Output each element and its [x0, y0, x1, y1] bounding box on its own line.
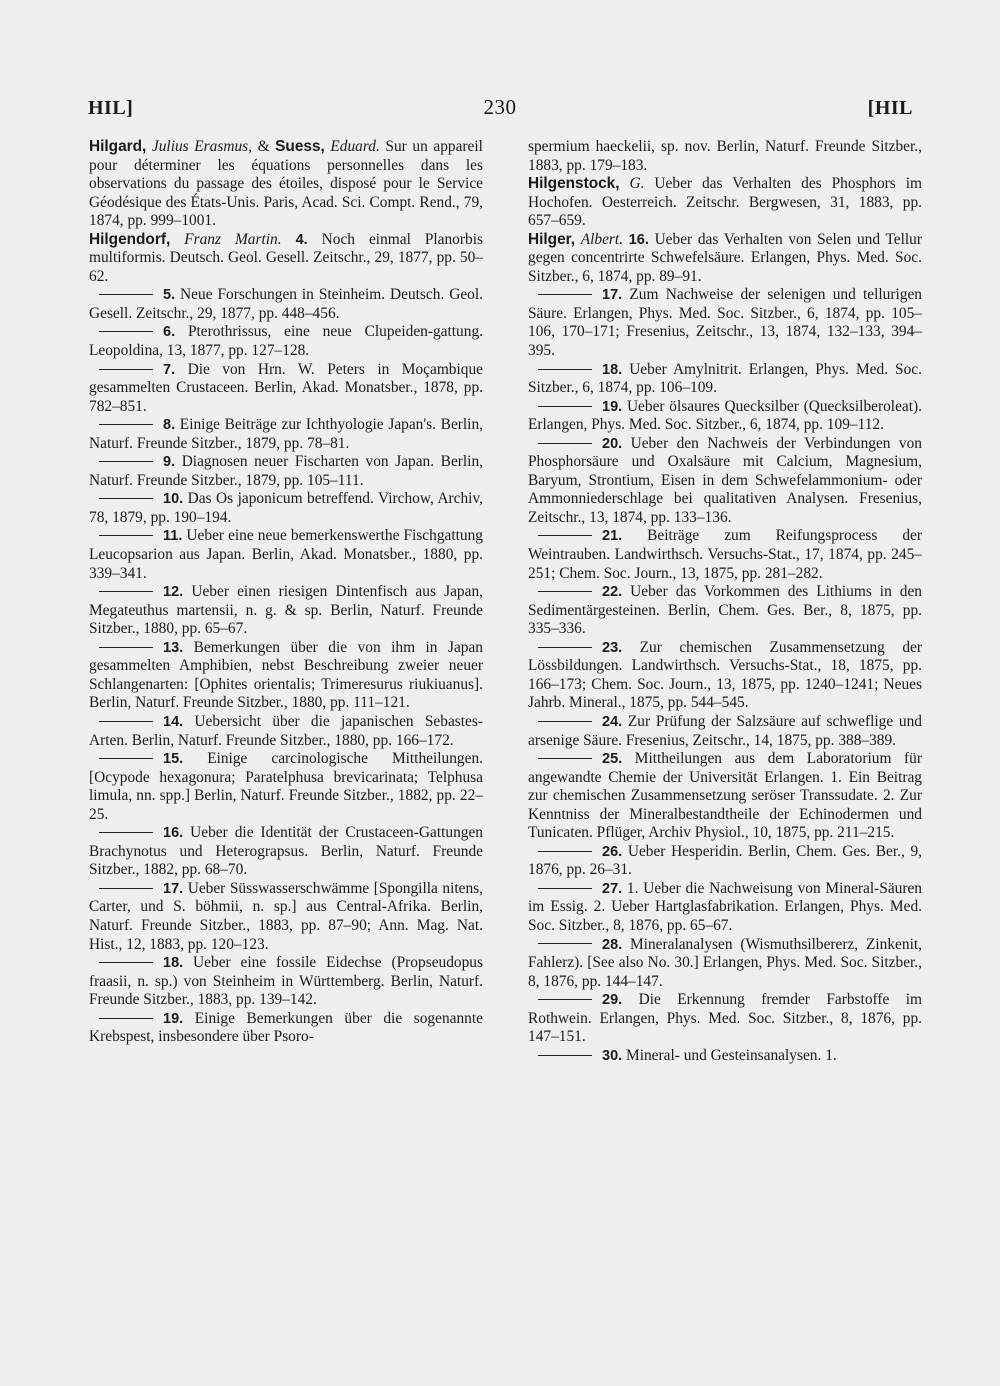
right-column [528, 138, 922, 1065]
author-surname: Hilger, [528, 230, 576, 248]
entry-number: 27. [602, 880, 623, 897]
author-given-name: Franz Martin. [184, 230, 282, 248]
bibliography-entry [89, 1010, 483, 1047]
bibliography-entry [528, 583, 922, 639]
entry-number: 8. [163, 417, 176, 434]
entry-number: 11. [163, 528, 183, 545]
ditto-rule [538, 294, 592, 295]
bibliography-entry [89, 138, 483, 231]
author-given-name: G. [629, 175, 645, 193]
bibliography-entry [528, 1047, 922, 1066]
entry-number: 6. [163, 324, 176, 341]
bibliography-entry [528, 750, 922, 843]
ditto-rule [538, 647, 592, 648]
entry-text: Uebersicht über die japanischen Sebastes-Arten. Berlin, Naturf. Freunde Sitzber., 1880, pp. 166–172. [89, 712, 483, 749]
entry-text: Diagnosen neuer Fischarten von Japan. Berlin, Naturf. Freunde Sitzber., 1879, pp. 105–111. [89, 453, 483, 489]
author-surname: Hilgard, [89, 138, 147, 155]
ditto-rule [99, 591, 153, 592]
entry-text: Ueber Süsswasserschwämme [Spongilla nitens, Carter, und S. böhmii, n. sp.] aus Central-Afrika. Berlin, Naturf. Freunde Sitzber., 1883, pp. 87–90; Ann. Mag. Nat. Hist., 12, 1883, pp. 120–123. [89, 879, 483, 953]
ditto-rule [538, 943, 592, 944]
entry-number: 21. [602, 528, 623, 545]
entry-number: 19. [163, 1010, 184, 1027]
entry-text: Zum Nachweise der selenigen und tellurigen Säure. Erlangen, Phys. Med. Soc. Sitzber., 6, 1874, pp. 105–106, 170–171; Fresenius, Zeitschr., 13, 1874, 132–133, 394–395. [528, 286, 922, 360]
bibliography-entry [89, 231, 483, 287]
entry-number: 5. [163, 287, 176, 304]
ditto-rule [538, 535, 592, 536]
bibliography-entry [528, 713, 922, 750]
ditto-rule [538, 758, 592, 759]
ditto-rule [99, 832, 153, 833]
entry-text: 1. Ueber die Nachweisung von Mineral-Säuren im Essig. 2. Ueber Hartglasfabrikation. Erlangen, Phys. Med. Soc. Sitzber., 8, 1876, pp. 65–67. [528, 879, 922, 934]
entry-number: 16. [628, 231, 649, 248]
bibliography-entry [528, 843, 922, 880]
entry-number: 30. [602, 1047, 623, 1064]
entry-text: Zur chemischen Zusammensetzung der Lössbildungen. Landwirthsch. Versuchs-Stat., 18, 1875, pp. 166–173; Chem. Soc. Journ., 13, 1875, pp. 1240–1241; Neues Jahrb. Mineral., 1875, pp. 544–545. [528, 638, 922, 712]
bibliography-entry [528, 398, 922, 435]
entry-number: 15. [163, 751, 184, 768]
author-joiner: & [257, 138, 270, 155]
entry-text: Ueber eine fossile Eidechse (Propseudopus fraasii, n. sp.) von Steinheim in Württemberg. Berlin, Naturf. Freunde Sitzber., 1883, pp. 139–142. [89, 954, 483, 1009]
bibliography-entry [528, 175, 922, 231]
entry-number: 23. [602, 639, 623, 656]
ditto-rule [99, 424, 153, 425]
entry-text: spermium haeckelii, sp. nov. Berlin, Naturf. Freunde Sitzber., 1883, pp. 179–183. [528, 138, 922, 174]
entry-text: Ueber das Vorkommen des Lithiums in den Sedimentärgesteinen. Berlin, Chem. Ges. Ber., 8, 1875, pp. 335–336. [528, 583, 922, 638]
bibliography-entry [528, 880, 922, 936]
entry-number: 14. [163, 713, 184, 730]
ditto-rule [538, 721, 592, 722]
entry-text: Ueber die Identität der Crustaceen-Gattungen Brachynotus und Heterograpsus. Berlin, Naturf. Freunde Sitzber., 1882, pp. 68–70. [89, 824, 483, 879]
ditto-rule [538, 591, 592, 592]
bibliography-entry [89, 713, 483, 750]
entry-number: 25. [602, 751, 623, 768]
entry-number: 13. [163, 639, 184, 656]
entry-number: 9. [163, 454, 176, 471]
ditto-rule [99, 758, 153, 759]
ditto-rule [99, 647, 153, 648]
ditto-rule [99, 888, 153, 889]
running-head-left: HIL] [88, 97, 134, 119]
bibliography-entry [89, 880, 483, 954]
entry-number: 17. [163, 880, 184, 897]
ditto-rule [99, 535, 153, 536]
entry-number: 19. [602, 398, 623, 415]
entry-number: 28. [602, 936, 623, 953]
author-given-name: Eduard. [330, 138, 380, 155]
entry-text: Neue Forschungen in Steinheim. Deutsch. Geol. Gesell. Zeitschr., 29, 1877, pp. 448–456. [89, 286, 483, 322]
bibliography-entry [89, 416, 483, 453]
bibliography-entry [89, 824, 483, 880]
bibliography-entry [89, 361, 483, 417]
entry-number: 12. [163, 584, 184, 601]
entry-number: 10. [163, 491, 184, 508]
entry-text: Einige Beiträge zur Ichthyologie Japan's. Berlin, Naturf. Freunde Sitzber., 1879, pp. 78–81. [89, 416, 483, 452]
ditto-rule [99, 721, 153, 722]
bibliography-entry [89, 527, 483, 583]
entry-text: Ueber das Verhalten von Selen und Tellur gegen concentrirte Schwefelsäure. Erlangen, Phys. Med. Soc. Sitzber., 6, 1874, pp. 89–91. [528, 230, 922, 285]
left-column [89, 138, 483, 1047]
entry-text: Ueber Amylnitrit. Erlangen, Phys. Med. Soc. Sitzber., 6, 1874, pp. 106–109. [528, 360, 922, 397]
entry-text: Ueber eine neue bemerkenswerthe Fischgattung Leucopsarion aus Japan. Berlin, Akad. Monatsber., 1880, pp. 339–341. [89, 527, 483, 582]
bibliography-entry [89, 639, 483, 713]
ditto-rule [538, 999, 592, 1000]
author-surname: Hilgenstock, [528, 175, 620, 193]
bibliography-entry [89, 453, 483, 490]
entry-text: Ueber das Verhalten des Phosphors im Hochofen. Oesterreich. Zeitschr. Bergwesen, 31, 1883, pp. 657–659. [528, 175, 922, 230]
bibliography-entry [528, 138, 922, 175]
ditto-rule [99, 331, 153, 332]
ditto-rule [538, 1055, 592, 1056]
running-head-right: [HIL [867, 97, 913, 119]
entry-text: Bemerkungen über die von ihm in Japan gesammelten Amphibien, nebst Beschreibung zweier neuer Schlangenarten: [Ophites orientalis; Trimeresurus riukiuanus]. Berlin, Naturf. Freunde Sitzber., 1880, pp. 111–121. [89, 638, 484, 712]
author-surname: Hilgendorf, [89, 230, 171, 248]
bibliography-entry [528, 286, 922, 360]
entry-text: Noch einmal Planorbis multiformis. Deutsch. Geol. Gesell. Zeitschr., 29, 1877, pp. 50–62. [89, 230, 483, 285]
ditto-rule [538, 406, 592, 407]
bibliography-entry [89, 583, 483, 639]
entry-text: Einige Bemerkungen über die sogenannte Krebspest, insbesondere über Psoro- [89, 1009, 483, 1046]
ditto-rule [99, 461, 153, 462]
entry-number: 18. [163, 955, 184, 972]
entry-text: Die von Hrn. W. Peters in Moçambique gesammelten Crustaceen. Berlin, Akad. Monatsber., 1878, pp. 782–851. [89, 360, 483, 415]
entry-number: 24. [602, 713, 623, 730]
bibliography-entry [89, 323, 483, 360]
bibliography-entry [528, 936, 922, 992]
bibliography-entry [528, 639, 922, 713]
entry-text: Mineralanalysen (Wismuthsilbererz, Zinkenit, Fahlerz). [See also No. 30.] Erlangen, Phys. Med. Soc. Sitzber., 8, 1876, pp. 144–147. [528, 935, 922, 990]
entry-number: 18. [602, 361, 623, 378]
ditto-rule [538, 369, 592, 370]
bibliography-entry [89, 490, 483, 527]
entry-number: 16. [163, 825, 184, 842]
entry-text: Mineral- und Gesteinsanalysen. 1. [626, 1046, 837, 1064]
ditto-rule [538, 888, 592, 889]
entry-number: 22. [602, 584, 623, 601]
entry-text: Mittheilungen aus dem Laboratorium für angewandte Chemie der Universität Erlangen. 1. Ein Beitrag zur chemischen Zusammensetzung seröser Transsudate. 2. Zur Kenntniss der Mineralbestandtheile der Echinodermen und Tunicaten. Pflüger, Archiv Physiol., 10, 1875, pp. 211–215. [528, 750, 922, 842]
bibliography-entry [89, 954, 483, 1010]
bibliography-entry [528, 527, 922, 583]
author-given-name: Julius Erasmus, [151, 138, 252, 155]
entry-text: Ueber Hesperidin. Berlin, Chem. Ges. Ber., 9, 1876, pp. 26–31. [528, 842, 922, 879]
ditto-rule [538, 851, 592, 852]
entry-number: 7. [163, 361, 176, 378]
ditto-rule [99, 1018, 153, 1019]
bibliography-entry [528, 231, 922, 287]
entry-number: 17. [602, 287, 623, 304]
entry-number: 26. [602, 843, 623, 860]
ditto-rule [99, 294, 153, 295]
entry-number: 20. [602, 435, 623, 452]
entry-text: Ueber ölsaures Quecksilber (Quecksilberoleat). Erlangen, Phys. Med. Soc. Sitzber., 6, 1874, pp. 109–112. [528, 397, 922, 434]
entry-number: 4. [295, 231, 308, 248]
entry-text: Sur un appareil pour déterminer les équations personnelles dans les observations du passage des étoiles, disposé pour le Service Géodésique des États-Unis. Paris, Acad. Sci. Compt. Rend., 79, 1874, pp. 999–1001. [89, 138, 483, 230]
entry-text: Beiträge zum Reifungsprocess der Weintrauben. Landwirthsch. Versuchs-Stat., 17, 1874, pp. 245–251; Chem. Soc. Journ., 13, 1875, pp. 281–282. [528, 527, 922, 582]
entry-text: Ueber den Nachweis der Verbindungen von Phosphorsäure und Oxalsäure mit Calcium, Magnesium, Baryum, Strontium, Eisen in dem Schwefelammonium- oder Ammonniederschlage bei qualitativen Analysen. Fresenius, Zeitschr., 13, 1874, pp. 133–136. [528, 434, 922, 526]
bibliography-entry [528, 361, 922, 398]
ditto-rule [99, 962, 153, 963]
entry-text: Ueber einen riesigen Dintenfisch aus Japan, Megateuthus martensii, n. g. & sp. Berlin, Naturf. Freunde Sitzber., 1880, pp. 65–67. [89, 583, 483, 638]
entry-text: Pterothrissus, eine neue Clupeiden-gattung. Leopoldina, 13, 1877, pp. 127–128. [89, 323, 483, 360]
bibliography-entry [89, 286, 483, 323]
bibliography-entry [528, 991, 922, 1047]
ditto-rule [538, 443, 592, 444]
author-surname: Suess, [275, 138, 325, 155]
entry-text: Zur Prüfung der Salzsäure auf schweflige und arsenige Säure. Fresenius, Zeitschr., 14, 1875, pp. 388–389. [528, 712, 922, 749]
entry-text: Einige carcinologische Mittheilungen. [Ocypode hexagonura; Paratelphusa brevicarinata; Telphusa limula, nn. spp.] Berlin, Naturf. Freunde Sitzber., 1882, pp. 22–25. [89, 750, 483, 823]
page-number: 230 [483, 95, 517, 119]
entry-text: Das Os japonicum betreffend. Virchow, Archiv, 78, 1879, pp. 190–194. [89, 490, 483, 526]
entry-number: 29. [602, 992, 623, 1009]
bibliography-entry [89, 750, 483, 824]
bibliography-entry [528, 435, 922, 528]
ditto-rule [99, 498, 153, 499]
ditto-rule [99, 369, 153, 370]
entry-text: Die Erkennung fremder Farbstoffe im Rothwein. Erlangen, Phys. Med. Soc. Sitzber., 8, 1876, pp. 147–151. [528, 991, 922, 1046]
author-given-name: Albert. [580, 230, 624, 248]
